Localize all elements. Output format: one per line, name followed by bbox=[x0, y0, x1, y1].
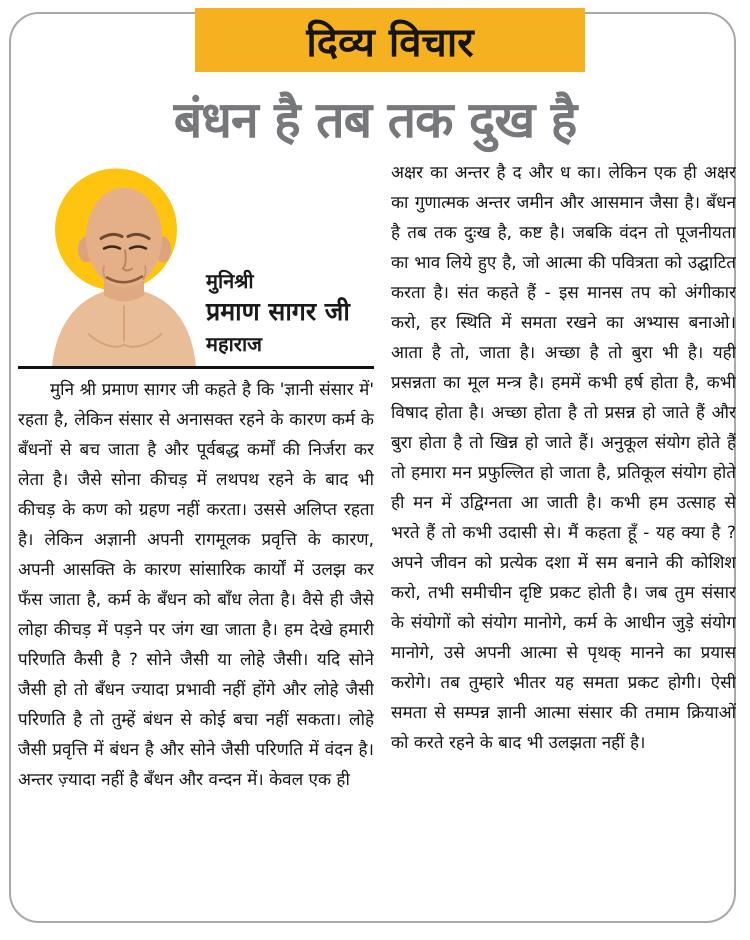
monk-portrait-icon bbox=[38, 165, 208, 368]
author-prefix: मुनिश्री bbox=[206, 269, 254, 293]
author-divider-rule bbox=[18, 366, 374, 369]
section-banner bbox=[195, 8, 585, 72]
author-suffix: महाराज bbox=[206, 331, 262, 356]
article-left-column: मुनि श्री प्रमाण सागर जी कहते है कि 'ज्ञानी संसार में' रहता है, लेकिन संसार से अनासक्त रहने के कारण कर्म के बँधनों से बच जाता है और पूर्वबद्ध कर्मों की निर्जरा कर लेता है। जैसे सोना कीचड़ में लथपथ रहने के बाद भी कीचड़ के कण को ग्रहण नहीं करता। उससे अलिप्त रहता है। लेकिन अज्ञानी अपनी रागमूलक प्रवृत्ति के कारण, अपनी आसक्ति के कारण सांसारिक कार्यों में उलझ कर फँस जाता है, कर्म के बँधन को बाँध लेता है। वैसे ही जैसे लोहा कीचड़ में पड़ने पर जंग खा जाता है। हम देखे हमारी परिणति कैसी है ? सोने जैसी या लोहे जैसी। यदि सोने जैसी हो तो बँधन ज्यादा प्रभावी नहीं होंगे और लोहे जैसी परिणति है तो तुम्हें बंधन से कोई बचा नहीं सकता। लोहे जैसी प्रवृत्ति में बंधन है और सोने जैसी परिणति में वंदन है। अन्तर ज़्यादा नहीं है बँधन और वन्दन में। केवल एक ही bbox=[18, 380, 374, 790]
article-right-column: अक्षर का अन्तर है द और ध का। लेकिन एक ही अक्षर का गुणात्मक अन्तर जमीन और आसमान जैसा है। बँधन है तब तक दुःख है, कष्ट है। जबकि वंदन तो पूजनीयता का भाव लिये हुए है, जो आत्मा की पवित्रता को उद्घाटित करता है। संत कहते हैं - इस मानस तप को अंगीकार करो, हर स्थिति में समता रखने का अभ्यास बनाओ। आता है तो, जाता है। अच्छा है तो बुरा भी है। यही प्रसन्नता का मूल मन्त्र है। हममें कभी हर्ष होता है, कभी विषाद होता है। अच्छा होता है तो प्रसन्न हो जाते हैं और बुरा होता है तो खिन्न हो जाते हैं। अनुकूल संयोग होते हैं तो हमारा मन प्रफुल्लित हो जाता है, प्रतिकूल संयोग होते ही मन में उद्विग्नता आ जाती है। कभी हम उत्साह से भरते हैं तो कभी उदासी से। मैं कहता हूँ - यह क्या है ? अपने जीवन को प्रत्येक दशा में सम बनाने की कोशिश करो, तभी समीचीन दृष्टि प्रकट होती है। जब तुम संसार के संयोगों को संयोग मानोगे, कर्म के आधीन जुड़े संयोग मानोगे, उसे अपनी आत्मा से पृथक् मानने का प्रयास करोगे। तब तुम्हारे भीतर यह समता प्रकट होगी। ऐसी समता से सम्पन्न ज्ञानी आत्मा संसार की तमाम क्रियाओं को करते रहने के बाद भी उलझता नहीं है। bbox=[391, 163, 736, 753]
author-block bbox=[206, 268, 374, 357]
monk-photo bbox=[38, 165, 208, 368]
author-name: प्रमाण सागर जी bbox=[206, 297, 350, 326]
article-title: बंधन है तब तक दुख है bbox=[173, 91, 577, 149]
section-banner-label: दिव्य विचार bbox=[306, 19, 474, 66]
